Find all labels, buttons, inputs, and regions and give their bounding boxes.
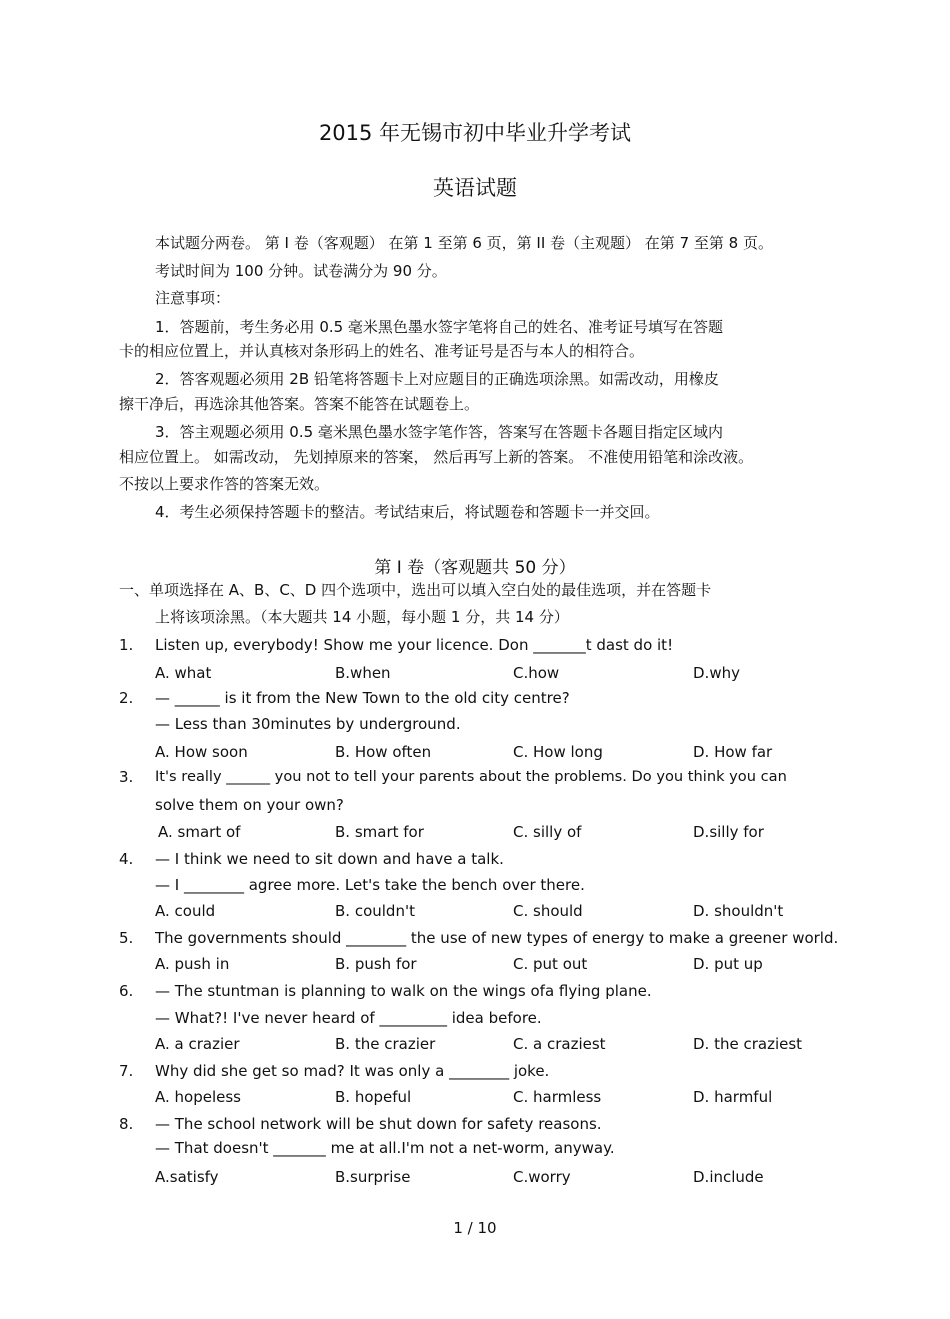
- option-c[interactable]: C.worry: [513, 1168, 571, 1186]
- option-a[interactable]: A. push in: [155, 955, 230, 973]
- option-a[interactable]: A.satisfy: [155, 1168, 219, 1186]
- intro-line-2: 考试时间为 100 分钟。试卷满分为 90 分。: [155, 262, 447, 280]
- option-b[interactable]: B. How often: [335, 743, 432, 761]
- option-d[interactable]: D. shouldn't: [693, 902, 784, 920]
- option-d[interactable]: D.why: [693, 664, 740, 682]
- notice-item-3a: 3．答主观题必须用 0.5 毫米黑色墨水签字笔作答，答案写在答题卡各题目指定区域内: [155, 423, 723, 441]
- question-text: — The school network will be shut down for safety reasons.: [155, 1115, 602, 1133]
- option-c[interactable]: C. How long: [513, 743, 603, 761]
- question-number: 8.: [119, 1115, 134, 1133]
- question-text: It's really ______ you not to tell your parents about the problems. Do you think you can: [155, 768, 787, 785]
- option-d[interactable]: D.include: [693, 1168, 764, 1186]
- question-number: 5.: [119, 929, 134, 947]
- exam-title: 2015 年无锡市初中毕业升学考试: [318, 121, 632, 145]
- question-text-line-2: solve them on your own?: [155, 796, 344, 814]
- option-a[interactable]: A. could: [155, 902, 216, 920]
- notice-item-1a: 1．答题前，考生务必用 0.5 毫米黑色墨水签字笔将自己的姓名、准考证号填写在答题: [155, 318, 723, 336]
- question-text-line-2: — What?! I've never heard of _________ idea before.: [155, 1009, 542, 1027]
- option-a[interactable]: A. smart of: [158, 823, 241, 841]
- option-d[interactable]: D. put up: [693, 955, 763, 973]
- exam-subtitle: 英语试题: [433, 176, 517, 200]
- option-a[interactable]: A. a crazier: [155, 1035, 240, 1053]
- option-b[interactable]: B. smart for: [335, 823, 424, 841]
- notice-item-4: 4．考生必须保持答题卡的整洁。考试结束后，将试题卷和答题卡一并交回。: [155, 503, 660, 521]
- notice-item-1b: 卡的相应位置上，并认真核对条形码上的姓名、准考证号是否与本人的相符合。: [119, 342, 645, 360]
- option-a[interactable]: A. what: [155, 664, 212, 682]
- option-c[interactable]: C.how: [513, 664, 560, 682]
- question-number: 4.: [119, 850, 134, 868]
- part-instruction-2: 上将该项涂黑。（本大题共 14 小题，每小题 1 分，共 14 分）: [155, 608, 569, 626]
- question-number: 7.: [119, 1062, 134, 1080]
- option-b[interactable]: B.surprise: [335, 1168, 411, 1186]
- question-text: Listen up, everybody! Show me your licence. Don _______t dast do it!: [155, 636, 674, 654]
- question-text: — I think we need to sit down and have a talk.: [155, 850, 504, 868]
- option-b[interactable]: B. push for: [335, 955, 417, 973]
- option-c[interactable]: C. should: [513, 902, 583, 920]
- option-c[interactable]: C. harmless: [513, 1088, 602, 1106]
- question-text: — The stuntman is planning to walk on the wings ofa flying plane.: [155, 982, 652, 1000]
- option-d[interactable]: D.silly for: [693, 823, 764, 841]
- notice-item-3c: 不按以上要求作答的答案无效。: [119, 475, 330, 493]
- question-number: 2.: [119, 689, 134, 707]
- option-a[interactable]: A. hopeless: [155, 1088, 241, 1106]
- question-text-line-2: — That doesn't _______ me at all.I'm not a net-worm, anyway.: [155, 1139, 615, 1157]
- option-b[interactable]: B. hopeful: [335, 1088, 412, 1106]
- option-d[interactable]: D. How far: [693, 743, 773, 761]
- question-text-line-2: — I ________ agree more. Let's take the bench over there.: [155, 876, 585, 894]
- question-number: 3.: [119, 768, 134, 786]
- notice-item-2a: 2．答客观题必须用 2B 铅笔将答题卡上对应题目的正确选项涂黑。如需改动，用橡皮: [155, 370, 719, 388]
- notice-item-3b: 相应位置上。 如需改动， 先划掉原来的答案， 然后再写上新的答案。 不准使用铅笔和涂改液。: [119, 448, 754, 466]
- option-c[interactable]: C. put out: [513, 955, 588, 973]
- option-d[interactable]: D. the craziest: [693, 1035, 803, 1053]
- question-number: 1.: [119, 636, 134, 654]
- option-c[interactable]: C. a craziest: [513, 1035, 606, 1053]
- option-d[interactable]: D. harmful: [693, 1088, 773, 1106]
- intro-line-1: 本试题分两卷。 第 I 卷（客观题） 在第 1 至第 6 页，第 II 卷（主观题） 在第 7 至第 8 页。: [155, 234, 773, 252]
- question-number: 6.: [119, 982, 134, 1000]
- option-b[interactable]: B. the crazier: [335, 1035, 436, 1053]
- option-b[interactable]: B.when: [335, 664, 391, 682]
- question-text: — ______ is it from the New Town to the old city centre?: [155, 689, 570, 707]
- notice-item-2b: 擦干净后，再选涂其他答案。答案不能答在试题卷上。: [119, 395, 480, 413]
- page-number: 1 / 10: [453, 1219, 497, 1237]
- option-a[interactable]: A. How soon: [155, 743, 248, 761]
- question-text: Why did she get so mad? It was only a ________ joke.: [155, 1062, 550, 1080]
- notice-label: 注意事项：: [155, 289, 231, 307]
- option-b[interactable]: B. couldn't: [335, 902, 415, 920]
- question-text: The governments should ________ the use of new types of energy to make a greener world.: [155, 929, 839, 947]
- part-instruction-1: 一、单项选择在 A、B、C、D 四个选项中，选出可以填入空白处的最佳选项，并在答题卡: [119, 581, 712, 599]
- question-text-line-2: — Less than 30minutes by underground.: [155, 715, 461, 733]
- option-c[interactable]: C. silly of: [513, 823, 582, 841]
- section-heading: 第 I 卷（客观题共 50 分）: [374, 558, 576, 578]
